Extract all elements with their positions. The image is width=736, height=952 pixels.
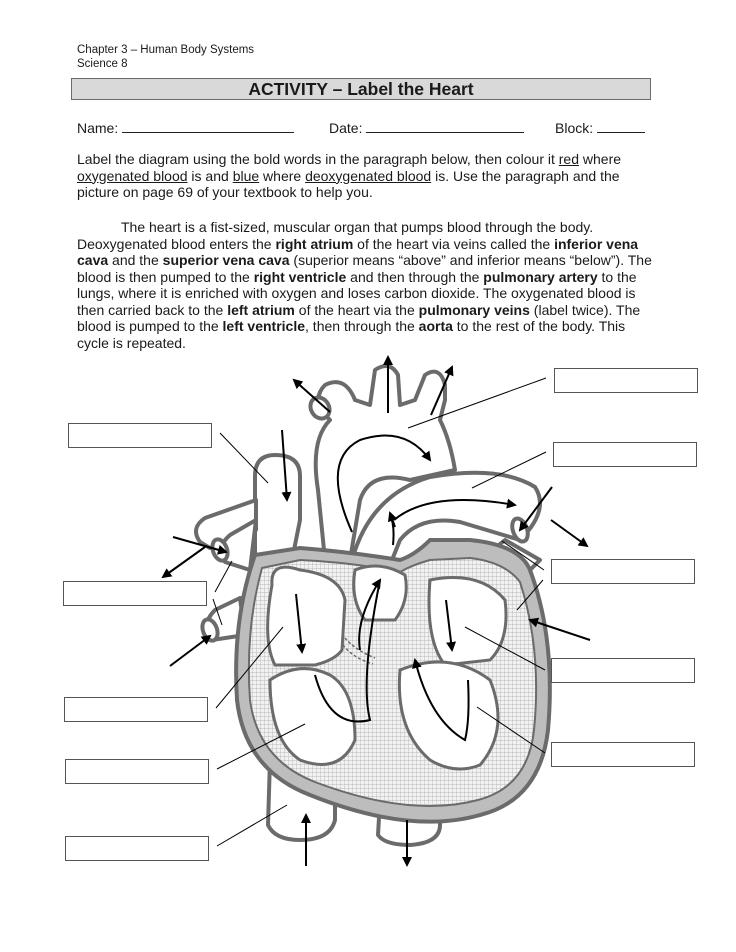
activity-title: ACTIVITY – Label the Heart [71, 78, 651, 100]
term-inferior-vena-cava: inferior vena cava [77, 235, 639, 268]
block-label: Block: [555, 120, 594, 136]
para-text: (label twice). The blood is pumped to the [77, 301, 641, 334]
instr-text: where [579, 151, 622, 167]
label-box-right-2[interactable] [553, 442, 697, 467]
label-box-right-4[interactable] [551, 658, 695, 683]
para-text: to the rest of the body. This cycle is repeated. [77, 318, 626, 351]
label-box-right-1[interactable] [554, 368, 698, 393]
label-box-left-3[interactable] [64, 697, 208, 722]
label-box-right-5[interactable] [551, 742, 695, 767]
instr-red: red [558, 151, 579, 167]
label-box-left-4[interactable] [65, 759, 209, 784]
term-pulmonary-artery: pulmonary artery [483, 268, 598, 285]
instr-oxygenated: oxygenated blood [77, 167, 188, 184]
instr-text: is and [187, 167, 233, 184]
instr-text: is. Use the paragraph and the picture on page 69 of your textbook to help you. [77, 167, 620, 200]
name-label: Name: [77, 120, 119, 136]
para-text: and then through the [346, 268, 484, 285]
para-text: (superior means “above” and inferior means “below”). The blood is then pumped to the [77, 252, 652, 285]
label-box-left-2[interactable] [63, 581, 207, 606]
para-text: to the lungs, where it is enriched with oxygen and loses carbon dioxide. The oxygenated blood is then carried back to the [77, 268, 637, 318]
term-right-atrium: right atrium [275, 235, 354, 252]
para-text: , then through the [305, 318, 419, 334]
term-right-ventricle: right ventricle [253, 268, 347, 285]
label-box-left-5[interactable] [65, 836, 209, 861]
course-name: Science 8 [77, 58, 128, 70]
para-text: of the heart via the [294, 301, 419, 318]
para-text: The heart is a fist-sized, muscular organ that pumps blood through the body. Deoxygenated blood enters the [77, 219, 594, 252]
date-label: Date: [329, 120, 363, 136]
term-superior-vena-cava: superior vena cava [162, 252, 290, 268]
term-left-atrium: left atrium [227, 301, 295, 318]
instr-text: where [259, 167, 306, 184]
instr-deoxygenated: deoxygenated blood [305, 167, 432, 184]
term-left-ventricle: left ventricle [222, 318, 306, 334]
term-aorta: aorta [418, 318, 453, 334]
heart-body [236, 540, 550, 822]
para-text: and the [108, 252, 163, 268]
para-text: of the heart via veins called the [353, 235, 555, 252]
term-pulmonary-veins: pulmonary veins [418, 301, 530, 318]
instr-text: Label the diagram using the bold words in the paragraph below, then colour it [77, 151, 559, 167]
label-box-left-1[interactable] [68, 423, 212, 448]
instr-blue: blue [232, 167, 260, 184]
label-box-right-3[interactable] [551, 559, 695, 584]
chapter-heading: Chapter 3 – Human Body Systems [77, 44, 255, 56]
